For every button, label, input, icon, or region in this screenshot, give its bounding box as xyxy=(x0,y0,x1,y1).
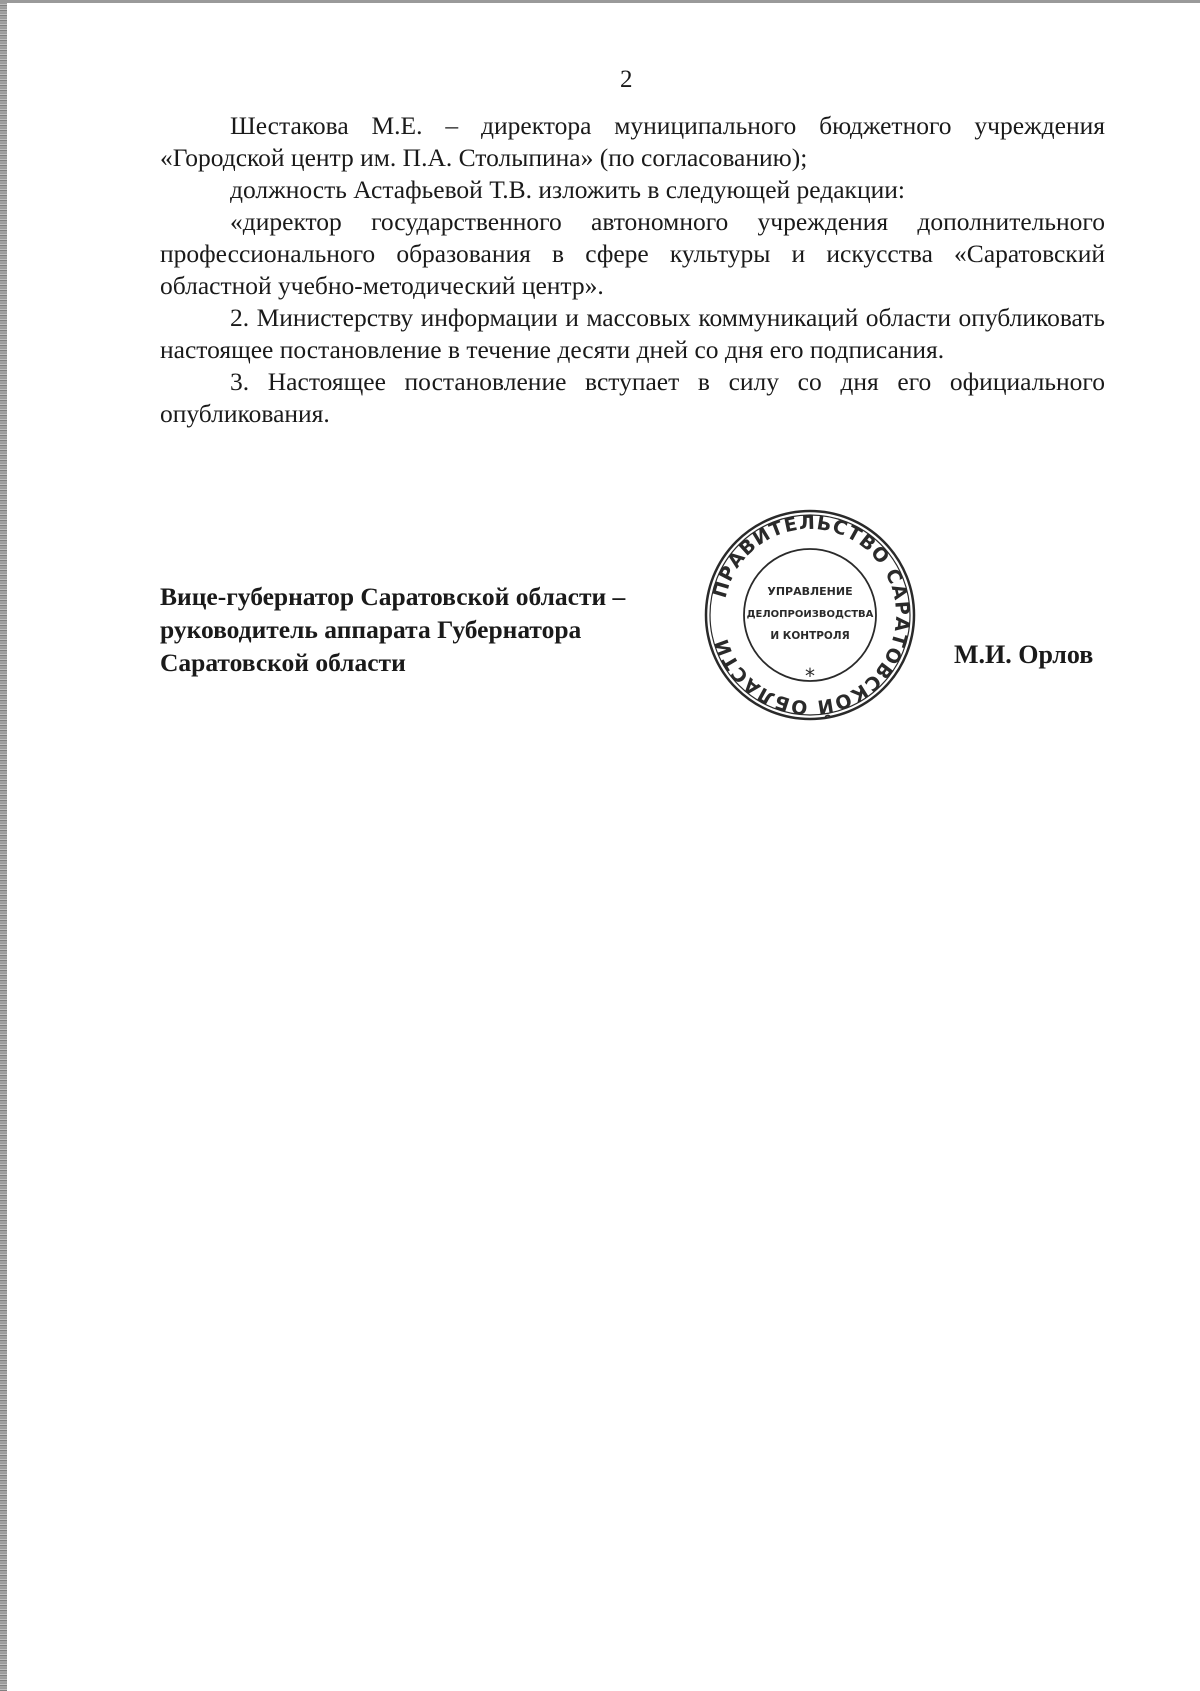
stamp-inner-line: ДЕЛОПРОИЗВОДСТВА xyxy=(746,609,874,620)
stamp-star: * xyxy=(805,664,815,688)
paragraph-astafyeva-position: должность Астафьевой Т.В. изложить в следующей редакции: xyxy=(230,175,905,204)
scan-left-edge xyxy=(0,0,7,1691)
paragraph-new-wording: «директор государственного автономного учреждения дополнительного профессионального образования в сфере культуры и искусства «Саратовский областной учебно-методический центр». xyxy=(160,207,1105,300)
stamp-inner-line: И КОНТРОЛЯ xyxy=(770,630,850,642)
stamp-outer-text-path: ПРАВИТЕЛЬСТВО САРАТОВСКОЙ ОБЛАСТИ xyxy=(708,511,914,719)
signatory-title xyxy=(160,580,680,679)
signatory-title-line: руководитель аппарата Губернатора xyxy=(160,615,582,644)
document-body xyxy=(160,110,1105,430)
paragraph-shestakova: Шестакова М.Е. – директора муниципального бюджетного учреждения «Городской центр им. П.А. Столыпина» (по согласованию); xyxy=(160,111,1105,172)
official-seal-stamp xyxy=(700,505,920,725)
signatory-title-line: Вице-губернатор Саратовской области – xyxy=(160,582,626,611)
signatory-name: М.И. Орлов xyxy=(954,640,1094,669)
paragraph-item-2: 2. Министерству информации и массовых коммуникаций области опубликовать настоящее постановление в течение десяти дней со дня его подписания. xyxy=(160,303,1105,364)
signatory-title-line: Саратовской области xyxy=(160,648,406,677)
paragraph-item-3: 3. Настоящее постановление вступает в силу со дня его официального опубликования. xyxy=(160,367,1105,428)
scan-top-edge xyxy=(0,0,1200,3)
stamp-inner-line: УПРАВЛЕНИЕ xyxy=(767,585,853,598)
page-number: 2 xyxy=(620,66,633,93)
